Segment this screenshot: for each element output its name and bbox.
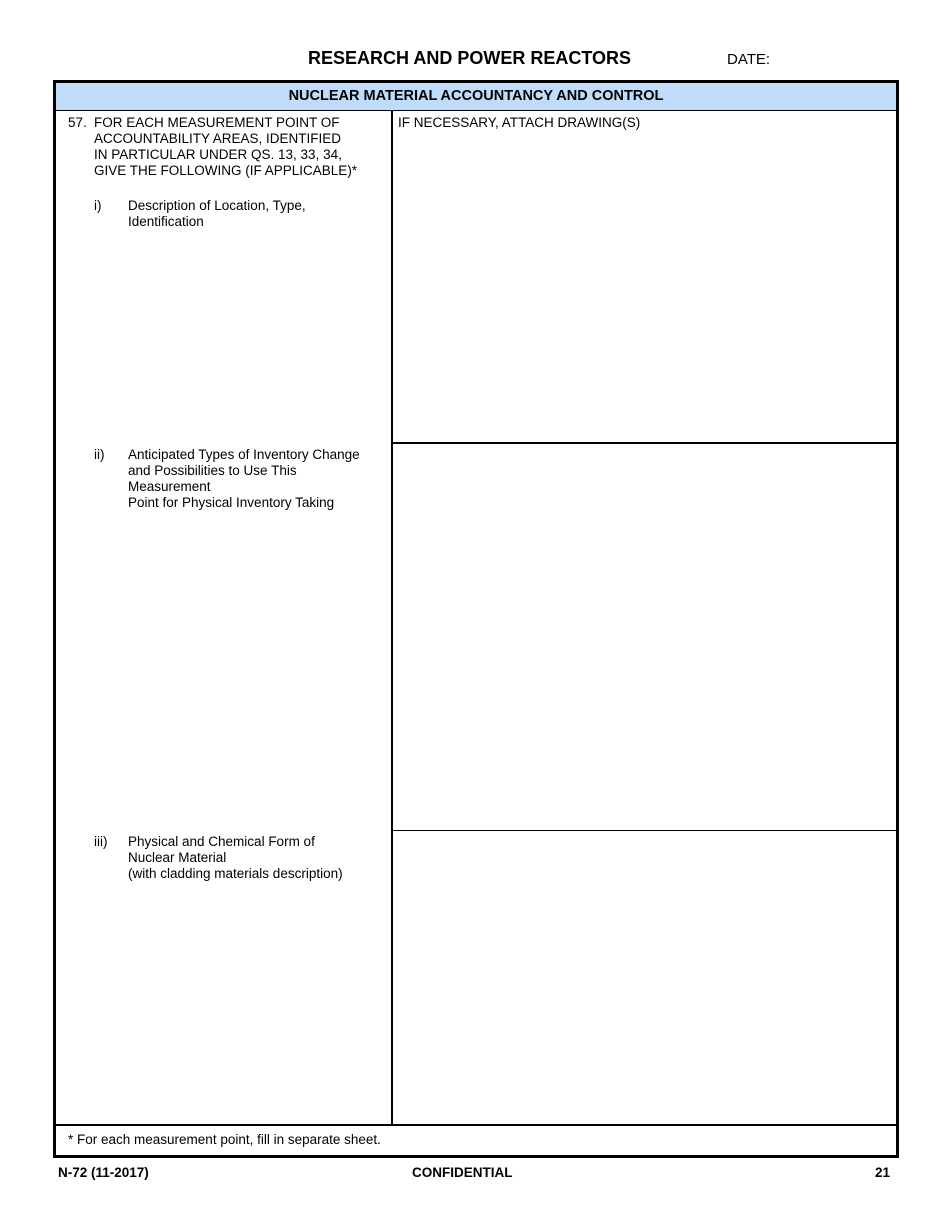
item-iii-text: Physical and Chemical Form of Nuclear Material (with cladding materials description) <box>128 834 343 881</box>
form-id: N-72 (11-2017) <box>58 1165 149 1180</box>
answer-field-inventory-change[interactable] <box>393 444 896 831</box>
page-number: 21 <box>875 1165 891 1180</box>
answer-field-physical-chemical-form[interactable] <box>393 831 896 1124</box>
attach-drawing-note: IF NECESSARY, ATTACH DRAWING(S) <box>398 115 641 130</box>
classification-label: CONFIDENTIAL <box>412 1165 513 1180</box>
item-ii-text: Anticipated Types of Inventory Change and Possibilities to Use This Measurement Point for Physical Inventory Taking <box>128 447 360 510</box>
question-text: FOR EACH MEASUREMENT POINT OF ACCOUNTABILITY AREAS, IDENTIFIED IN PARTICULAR UNDER QS. 13, 33, 34, GIVE THE FOLLOWING (IF APPLICABLE)* <box>94 115 358 178</box>
page-title: RESEARCH AND POWER REACTORS <box>308 48 632 68</box>
form-box <box>53 80 899 1158</box>
date-label: DATE: <box>727 51 771 68</box>
section-header: NUCLEAR MATERIAL ACCOUNTANCY AND CONTROL <box>56 83 896 111</box>
item-iii-number: iii) <box>94 834 108 849</box>
item-ii-number: ii) <box>94 447 105 462</box>
question-number: 57. <box>68 115 87 130</box>
answer-field-location[interactable] <box>393 111 896 444</box>
item-i-text: Description of Location, Type, Identification <box>128 198 306 229</box>
footnote: * For each measurement point, fill in separate sheet. <box>68 1132 381 1147</box>
item-i-number: i) <box>94 198 102 213</box>
footnote-row <box>56 1124 896 1157</box>
question-column <box>56 111 393 1124</box>
